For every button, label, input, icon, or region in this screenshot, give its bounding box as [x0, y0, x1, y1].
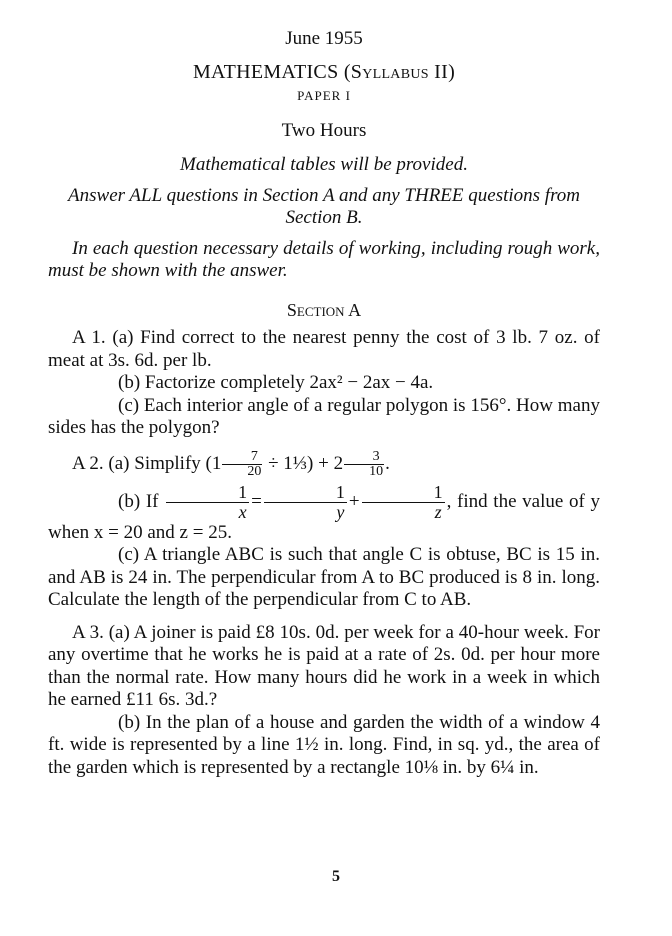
a2a-fraction-2-num: 3	[344, 450, 384, 465]
question-a2-part-a	[48, 450, 600, 479]
a2a-fraction-2	[344, 450, 384, 479]
a2a-prefix: A 2. (a) Simplify (1	[72, 452, 222, 474]
question-a3	[48, 622, 600, 780]
a2b-frac-y-num: 1	[264, 483, 347, 503]
a2b-frac-y	[264, 483, 347, 522]
a2b-frac-z	[362, 483, 445, 522]
instruction-working: In each question necessary details of working, including rough work, must be shown with the answer.	[48, 237, 600, 281]
a2a-fraction-1-den: 20	[247, 463, 262, 479]
instruction-tables: Mathematical tables will be provided.	[180, 154, 468, 175]
a2a-fraction-1-num: 7	[222, 450, 262, 465]
question-a3-part-b: (b) In the plan of a house and garden the width of a window 4 ft. wide is represented by a line 1½ in. long. Find, in sq. yd., the area of the garden which is represented by a rectangle 10⅛ in. by 6¼ in.	[48, 711, 600, 778]
page-number: 5	[332, 868, 340, 885]
exam-date: June 1955	[285, 28, 363, 49]
a2a-fraction-2-den: 10	[369, 463, 384, 479]
section-title: Section A	[286, 299, 362, 320]
exam-subject	[48, 61, 600, 84]
a2b-prefix: (b) If	[118, 490, 159, 512]
exam-duration: Two Hours	[281, 119, 367, 141]
exam-page	[48, 28, 600, 789]
a2b-suffix: , find the value of y when x = 20 and z = 25.	[48, 490, 600, 543]
question-a2-part-c: (c) A triangle ABC is such that angle C is obtuse, BC is 15 in. and AB is 24 in. The perpendicular from A to BC produced is 8 in. long. Calculate the length of the perpendicular from C to AB.	[48, 544, 600, 610]
a2b-frac-z-num: 1	[362, 483, 445, 503]
a2b-frac-z-den: z	[434, 501, 442, 522]
question-a1-part-a: A 1. (a) Find correct to the nearest penny the cost of 3 lb. 7 oz. of meat at 3s. 6d. per lb.	[48, 327, 600, 371]
question-a2	[48, 450, 600, 612]
a2a-fraction-1	[222, 450, 262, 479]
a2a-end: .	[385, 452, 390, 474]
question-a3-part-a: A 3. (a) A joiner is paid £8 10s. 0d. per week for a 40-hour week. For any overtime that he works he is paid at a rate of 2s. 0d. per hour more than the normal rate. How many hours did he work in a week in which he earned £11 6s. 3d.?	[48, 621, 600, 710]
a2b-frac-x-den: x	[238, 501, 247, 522]
question-a1-part-b: (b) Factorize completely 2ax² − 2ax − 4a.	[118, 372, 434, 393]
subject-syllabus: (Syllabus II)	[343, 60, 456, 83]
a2a-mid: ÷ 1⅓) + 2	[263, 452, 344, 474]
instruction-answer: Answer ALL questions in Section A and any THREE questions from Section B.	[68, 184, 580, 228]
exam-paper: PAPER I	[297, 88, 351, 103]
question-a1	[48, 327, 600, 440]
a2b-frac-y-den: y	[336, 501, 345, 522]
subject-main: MATHEMATICS	[192, 60, 339, 83]
question-a1-part-c: (c) Each interior angle of a regular polygon is 156°. How many sides has the polygon?	[48, 394, 600, 438]
a2b-frac-x	[166, 483, 249, 522]
question-a2-part-b: (b) If $\frac{1}{x}$ = $\frac{1}{y}$ + $\frac{1}{z}$ , find the value of y when x = 20 and z = 25.	[48, 481, 600, 543]
a2b-frac-x-num: 1	[166, 483, 249, 503]
